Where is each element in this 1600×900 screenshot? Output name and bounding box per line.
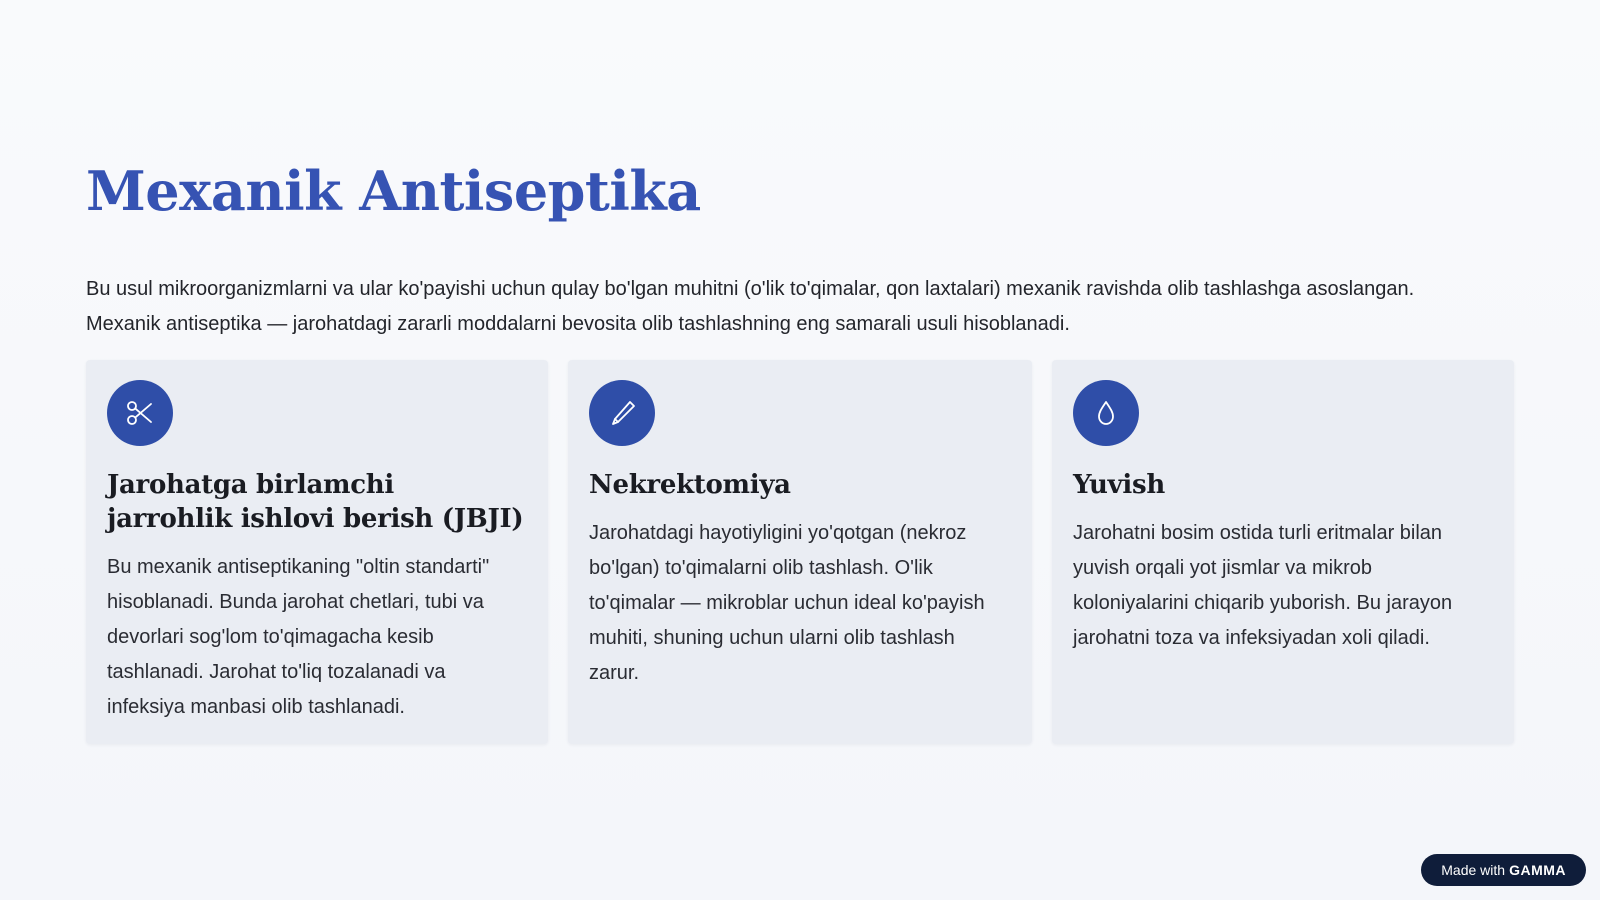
card-jbji (86, 360, 548, 744)
card-text: Bu mexanik antiseptikaning "oltin standarti" hisoblanadi. Bunda jarohat chetlari, tubi va devorlari sog'lom to'qimagacha kesib tashlanadi. Jarohat to'liq tozalanadi va infeksiya manbasi olib tashlanadi. (107, 556, 490, 718)
made-with-gamma-badge[interactable] (1421, 854, 1586, 886)
card-title: Yuvish (1073, 470, 1165, 500)
intro-text (86, 272, 1526, 342)
scissors-icon (107, 380, 173, 446)
page-title: Mexanik Antiseptika (86, 159, 701, 223)
card-yuvish (1052, 360, 1514, 744)
droplet-icon (1073, 380, 1139, 446)
intro-line-1: Bu usul mikroorganizmlarni va ular ko'payishi uchun qulay bo'lgan muhitni (o'lik to'qimalar, qon laxtalari) mexanik ravishda olib tashlashga asoslangan. (86, 278, 1415, 300)
card-text: Jarohatdagi hayotiyligini yo'qotgan (nekroz bo'lgan) to'qimalarni olib tashlash. O'lik to'qimalar — mikroblar uchun ideal ko'payish muhiti, shuning uchun ularni olib tashlash zarur. (589, 522, 985, 684)
badge-prefix: Made with (1441, 862, 1506, 878)
gamma-logo: GAMMA (1509, 862, 1566, 878)
cards-row (86, 360, 1514, 744)
card-title: Jarohatga birlamchi jarrohlik ishlovi berish (JBJI) (107, 470, 524, 534)
scalpel-icon (589, 380, 655, 446)
card-nekrektomiya (568, 360, 1032, 744)
card-text: Jarohatni bosim ostida turli eritmalar bilan yuvish orqali yot jismlar va mikrob koloniyalarini chiqarib yuborish. Bu jarayon jarohatni toza va infeksiyadan xoli qiladi. (1073, 522, 1453, 649)
card-title: Nekrektomiya (589, 470, 791, 500)
intro-line-2: Mexanik antiseptika — jarohatdagi zararli moddalarni bevosita olib tashlashning eng samarali usuli hisoblanadi. (86, 313, 1070, 335)
